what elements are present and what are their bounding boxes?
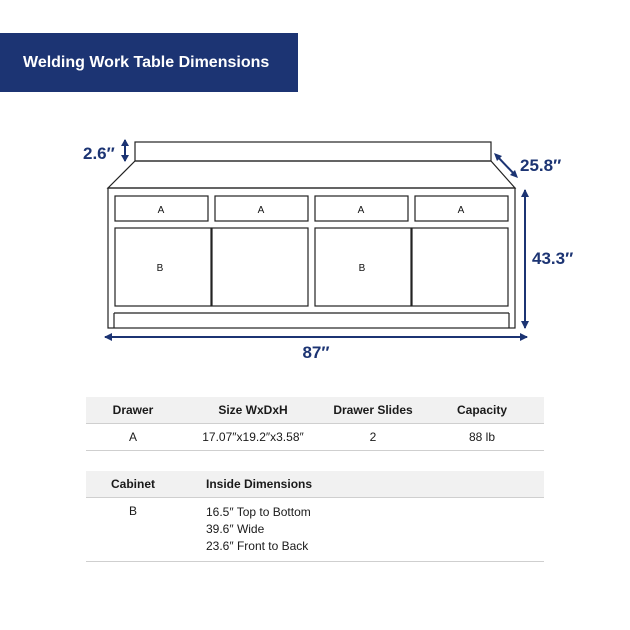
header-capacity: Capacity: [456, 403, 508, 417]
arrow-down-icon: [121, 155, 129, 162]
cabinet-door-2: [212, 228, 308, 306]
header-size: Size WxDxH: [218, 403, 288, 417]
drawer-label: A: [357, 205, 365, 216]
cell-cabinet: B: [128, 504, 137, 518]
dim-backsplash-height: 2.6″: [83, 144, 115, 163]
cell-capacity: 88 lb: [468, 430, 496, 444]
table-top: [108, 161, 515, 188]
arrow-up-icon: [521, 189, 529, 197]
arrow-down-icon: [521, 321, 529, 329]
table-row: [86, 424, 544, 451]
cabinet-label: B: [156, 263, 164, 274]
arrow-left-icon: [104, 333, 112, 341]
header-cabinet: Cabinet: [110, 477, 155, 491]
cell-size: 17.07″x19.2″x3.58″: [202, 430, 304, 444]
dim-width: 87″: [302, 343, 330, 362]
dim-height: 43.3″: [532, 249, 574, 268]
drawer-table: [86, 397, 544, 451]
dimension-line: 39.6″ Wide: [206, 522, 265, 536]
table-header: [86, 471, 544, 498]
drawer-label: A: [257, 205, 265, 216]
cell-inside-dimensions: [180, 504, 544, 555]
dimension-line: 23.6″ Front to Back: [206, 539, 309, 553]
cabinet-label: B: [358, 263, 366, 274]
header-inside-dimensions: Inside Dimensions: [206, 477, 313, 491]
cabinet-door-4: [412, 228, 508, 306]
page-title: Welding Work Table Dimensions: [23, 53, 270, 71]
drawer-label: A: [157, 205, 165, 216]
arrow-right-icon: [520, 333, 528, 341]
cell-slides: 2: [369, 430, 377, 444]
table-body: [108, 188, 515, 328]
table-header: [86, 397, 544, 424]
header-drawer: Drawer: [112, 403, 154, 417]
drawer-label: A: [457, 205, 465, 216]
arrow-up-icon: [121, 139, 129, 146]
header-slides: Drawer Slides: [333, 403, 413, 417]
dim-depth: 25.8″: [520, 156, 562, 175]
cabinet-table: [86, 471, 544, 562]
table-row: [86, 498, 544, 562]
dimension-line: 16.5″ Top to Bottom: [206, 505, 311, 519]
backsplash: [135, 142, 491, 161]
cell-drawer: A: [128, 430, 137, 444]
